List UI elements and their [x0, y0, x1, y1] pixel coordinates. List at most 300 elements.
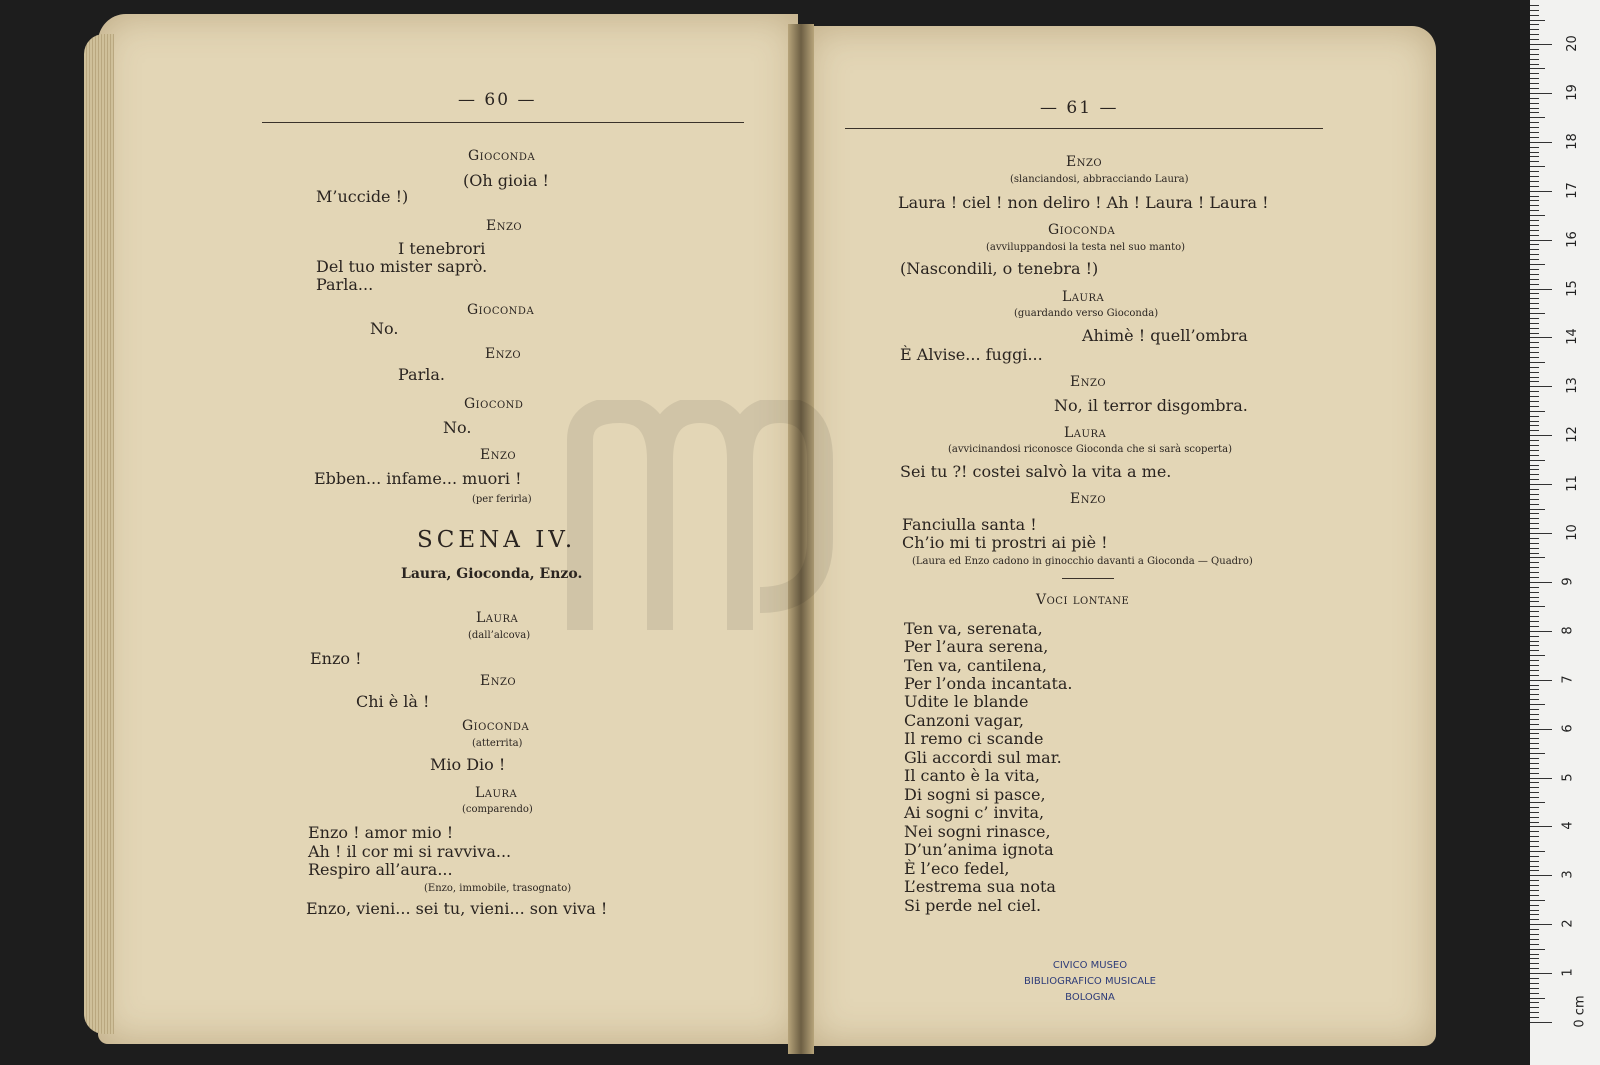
ruler-tick — [1530, 831, 1539, 832]
stage-direction: (Enzo, immobile, trasognato) — [424, 883, 572, 894]
ruler-tick — [1530, 914, 1539, 915]
stamp-line-3: BOLOGNA — [1065, 992, 1115, 1003]
ruler-tick — [1530, 724, 1539, 725]
ruler-tick — [1530, 655, 1545, 656]
verse-line: Udite le blande — [904, 692, 1029, 711]
ruler-tick — [1530, 870, 1539, 871]
ruler-tick — [1530, 983, 1539, 984]
ruler-tick — [1530, 919, 1539, 920]
ruler-tick — [1530, 484, 1552, 485]
ruler-tick — [1530, 729, 1552, 730]
ruler-number: 7 — [1560, 675, 1576, 684]
ruler-number: 6 — [1560, 723, 1576, 733]
ruler-tick — [1530, 421, 1539, 422]
ruler-tick — [1530, 44, 1552, 45]
ruler-tick — [1530, 773, 1539, 774]
verse-line: Del tuo mister saprò. — [316, 257, 488, 276]
ruler-tick — [1530, 631, 1552, 632]
ruler-tick — [1530, 318, 1539, 319]
ruler-tick — [1530, 993, 1539, 994]
ruler-tick — [1530, 210, 1539, 211]
ruler-tick — [1530, 562, 1539, 563]
ruler-tick — [1530, 108, 1539, 109]
ruler-tick — [1530, 430, 1539, 431]
verse-line: È Alvise... fuggi... — [900, 345, 1043, 364]
ruler-tick — [1530, 523, 1539, 524]
verse-line: Per l’aura serena, — [904, 637, 1049, 656]
scene-title: SCENA IV. — [417, 527, 577, 553]
verse-line: Di sogni si pasce, — [904, 785, 1046, 804]
ruler-tick — [1530, 836, 1539, 837]
verse-line: Nei sogni rinasce, — [904, 822, 1051, 841]
ruler-tick — [1530, 905, 1539, 906]
ruler-tick — [1530, 357, 1539, 358]
speaker-name: Laura — [1064, 425, 1107, 441]
right-header-rule — [845, 128, 1323, 129]
ruler-tick — [1530, 1017, 1539, 1018]
ruler-tick — [1530, 856, 1539, 857]
ruler-tick — [1530, 597, 1539, 598]
ruler-tick — [1530, 411, 1545, 412]
ruler-tick — [1530, 675, 1539, 676]
ruler-tick — [1530, 303, 1539, 304]
ruler-tick — [1530, 474, 1539, 475]
verse-line: È l’eco fedel, — [904, 859, 1010, 878]
ruler-tick — [1530, 513, 1539, 514]
ruler-tick — [1530, 719, 1539, 720]
verse-line: Gli accordi sul mar. — [904, 748, 1062, 767]
stage-direction: (per ferirla) — [472, 494, 532, 505]
left-header-rule — [262, 122, 744, 123]
verse-line: M’uccide !) — [316, 187, 409, 206]
ruler-tick — [1530, 249, 1539, 250]
ruler-tick — [1530, 215, 1545, 216]
ruler-number: 10 — [1564, 524, 1580, 541]
ruler-tick — [1530, 10, 1539, 11]
ruler-tick — [1530, 890, 1539, 891]
ruler-tick — [1530, 636, 1539, 637]
ruler-tick — [1530, 328, 1539, 329]
ruler-tick — [1530, 621, 1539, 622]
ruler-tick — [1530, 127, 1539, 128]
ruler-tick — [1530, 103, 1539, 104]
ruler-tick — [1530, 274, 1539, 275]
verse-line: (Nascondili, o tenebra !) — [900, 259, 1099, 278]
verse-line: Ten va, serenata, — [904, 619, 1043, 638]
stage-direction: (dall’alcova) — [468, 630, 531, 641]
stamp-line-1: CIVICO MUSEO — [1052, 960, 1128, 971]
ruler-number: 18 — [1564, 133, 1580, 150]
book-gutter — [788, 24, 814, 1054]
ruler-tick — [1530, 778, 1552, 779]
verse-line: L’estrema sua nota — [904, 877, 1056, 896]
speaker-name: Gioconda — [468, 148, 536, 164]
ruler-tick — [1530, 758, 1539, 759]
ruler-tick — [1530, 753, 1545, 754]
ruler-tick — [1530, 601, 1539, 602]
ruler-tick — [1530, 528, 1539, 529]
speaker-name: Enzo — [1066, 154, 1103, 170]
speaker-name: Gioconda — [467, 302, 535, 318]
speaker-name: Gioconda — [1048, 222, 1116, 238]
stage-direction: (avviluppandosi la testa nel suo manto) — [986, 242, 1186, 253]
ruler-tick — [1530, 939, 1539, 940]
ruler-tick — [1530, 112, 1539, 113]
verse-line: Parla. — [398, 365, 445, 384]
ruler-tick — [1530, 313, 1545, 314]
ruler-tick — [1530, 479, 1539, 480]
ruler-tick — [1530, 59, 1539, 60]
ruler-tick — [1530, 880, 1539, 881]
ruler-tick — [1530, 333, 1539, 334]
ruler-tick — [1530, 367, 1539, 368]
ruler-tick — [1530, 699, 1539, 700]
ruler-number: 1 — [1560, 968, 1576, 977]
ruler-tick — [1530, 323, 1539, 324]
ruler-tick — [1530, 83, 1539, 84]
scene-characters: Laura, Gioconda, Enzo. — [401, 566, 583, 582]
ruler-tick — [1530, 875, 1552, 876]
ruler-tick — [1530, 841, 1539, 842]
ruler-tick — [1530, 352, 1539, 353]
ruler-tick — [1530, 347, 1539, 348]
ruler-tick — [1530, 259, 1539, 260]
ruler-tick — [1530, 5, 1539, 6]
ruler-tick — [1530, 738, 1539, 739]
ruler-tick — [1530, 489, 1539, 490]
ruler-tick — [1530, 949, 1545, 950]
ruler-tick — [1530, 929, 1539, 930]
ruler-tick — [1530, 24, 1539, 25]
ruler-tick — [1530, 196, 1539, 197]
ruler-tick — [1530, 284, 1539, 285]
ruler-number: 8 — [1560, 626, 1576, 635]
ruler-tick — [1530, 680, 1552, 681]
speaker-name: Enzo — [480, 673, 517, 689]
verse-line: Laura ! ciel ! non deliro ! Ah ! Laura ! Laura ! — [898, 193, 1269, 212]
ruler-tick — [1530, 572, 1539, 573]
ruler-tick — [1530, 34, 1539, 35]
ruler-tick — [1530, 64, 1539, 65]
page-edges — [84, 34, 114, 1034]
ruler-tick — [1530, 782, 1539, 783]
ruler-tick — [1530, 797, 1539, 798]
speaker-name: Laura — [475, 785, 518, 801]
stage-direction: (guardando verso Gioconda) — [1014, 308, 1159, 319]
ruler-unit-label: 0 cm — [1572, 995, 1588, 1028]
verse-line: Canzoni vagar, — [904, 711, 1024, 730]
ruler-tick — [1530, 362, 1545, 363]
ruler-tick — [1530, 582, 1552, 583]
ruler-tick — [1530, 670, 1539, 671]
speaker-name: Enzo — [486, 218, 523, 234]
ruler-tick — [1530, 460, 1545, 461]
ruler-tick — [1530, 279, 1539, 280]
ruler-tick — [1530, 98, 1539, 99]
ruler-tick — [1530, 494, 1539, 495]
verse-line: Ah ! il cor mi si ravviva... — [308, 842, 512, 861]
verse-line: Enzo, vieni... sei tu, vieni... son viva ! — [306, 899, 608, 918]
ruler-tick — [1530, 910, 1539, 911]
ruler-tick — [1530, 538, 1539, 539]
ruler-tick — [1530, 93, 1552, 94]
ruler-tick — [1530, 895, 1539, 896]
ruler-tick — [1530, 641, 1539, 642]
speaker-name: Laura — [476, 610, 519, 626]
verse-line: Chi è là ! — [356, 692, 430, 711]
ruler-tick — [1530, 748, 1539, 749]
verse-line: Parla... — [316, 275, 374, 294]
ruler-tick — [1530, 846, 1539, 847]
verse-line: Ebben... infame... muori ! — [314, 469, 522, 488]
ruler-tick — [1530, 191, 1552, 192]
verse-line: No. — [370, 319, 399, 338]
ruler-tick — [1530, 445, 1539, 446]
ruler-tick — [1530, 78, 1539, 79]
ruler-number: 15 — [1564, 279, 1580, 297]
ruler-tick — [1530, 792, 1539, 793]
verse-line: Ten va, cantilena, — [904, 656, 1047, 675]
ruler-tick — [1530, 694, 1539, 695]
ruler-tick — [1530, 567, 1539, 568]
ruler-tick — [1530, 29, 1539, 30]
ruler-number: 17 — [1564, 181, 1580, 199]
speaker-name: Voci lontane — [1036, 592, 1130, 608]
ruler-tick — [1530, 171, 1539, 172]
ruler-tick — [1530, 807, 1539, 808]
ruler-tick — [1530, 176, 1539, 177]
ruler-tick — [1530, 396, 1539, 397]
ruler-tick — [1530, 181, 1539, 182]
ruler-tick — [1530, 381, 1539, 382]
ruler-tick — [1530, 851, 1545, 852]
ruler-tick — [1530, 244, 1539, 245]
ruler-tick — [1530, 743, 1539, 744]
ruler-tick — [1530, 954, 1539, 955]
verse-line: Enzo ! — [310, 649, 362, 668]
verse-line: Il canto è la vita, — [904, 766, 1040, 785]
ruler-tick — [1530, 606, 1545, 607]
ruler-tick — [1530, 988, 1539, 989]
speaker-name: Gioconda — [462, 718, 530, 734]
ruler-tick — [1530, 386, 1552, 387]
ruler-tick — [1530, 54, 1539, 55]
ruler-tick — [1530, 592, 1539, 593]
ruler-number: 16 — [1564, 230, 1580, 248]
ruler-tick — [1530, 1012, 1539, 1013]
ruler-tick — [1530, 998, 1545, 999]
ruler-tick — [1530, 543, 1539, 544]
ruler-tick — [1530, 577, 1539, 578]
ruler-tick — [1530, 235, 1539, 236]
ruler-tick — [1530, 240, 1552, 241]
ruler-tick — [1530, 689, 1539, 690]
ruler-tick — [1530, 391, 1539, 392]
ruler-tick — [1530, 978, 1539, 979]
ruler-number: 12 — [1564, 426, 1580, 443]
ruler-tick — [1530, 924, 1552, 925]
ruler-number: 13 — [1564, 377, 1580, 395]
ruler-number: 2 — [1560, 919, 1576, 928]
ruler-tick — [1530, 548, 1539, 549]
ruler-tick — [1530, 826, 1552, 827]
ruler-tick — [1530, 866, 1539, 867]
stamp-line-2: BIBLIOGRAFICO MUSICALE — [1024, 976, 1156, 987]
speaker-name: Enzo — [480, 447, 517, 463]
ruler-tick — [1530, 15, 1539, 16]
stage-direction: (Laura ed Enzo cadono in ginocchio davanti a Gioconda — Quadro) — [912, 556, 1253, 567]
verse-line: Per l’onda incantata. — [904, 674, 1073, 693]
ruler-number: 5 — [1560, 772, 1576, 782]
ruler-tick — [1530, 269, 1539, 270]
stage-direction: (comparendo) — [462, 804, 533, 815]
ruler-tick — [1530, 435, 1552, 436]
stage-direction: (slanciandosi, abbracciando Laura) — [1010, 174, 1189, 185]
ruler-tick — [1530, 455, 1539, 456]
ruler-tick — [1530, 944, 1539, 945]
ruler-tick — [1530, 665, 1539, 666]
stage-direction: (atterrita) — [472, 738, 523, 749]
ruler-tick — [1530, 205, 1539, 206]
verse-line: Si perde nel ciel. — [904, 896, 1042, 915]
verse-line: Enzo ! amor mio ! — [308, 823, 454, 842]
ruler-tick — [1530, 73, 1539, 74]
speaker-name: Giocond — [464, 396, 524, 412]
ruler-tick — [1530, 156, 1539, 157]
ruler-tick — [1530, 254, 1539, 255]
ruler-tick — [1530, 553, 1539, 554]
ruler-number: 20 — [1564, 35, 1580, 52]
library-stamp — [1020, 958, 1160, 1006]
ruler-tick — [1530, 450, 1539, 451]
ruler-tick — [1530, 817, 1539, 818]
ruler-tick — [1530, 1007, 1539, 1008]
ruler-tick — [1530, 787, 1539, 788]
ruler-tick — [1530, 660, 1539, 661]
ruler-tick — [1530, 161, 1539, 162]
ruler-tick — [1530, 587, 1539, 588]
ruler-tick — [1530, 885, 1539, 886]
ruler-tick — [1530, 337, 1552, 338]
ruler-tick — [1530, 934, 1539, 935]
ruler-tick — [1530, 147, 1539, 148]
ruler-tick — [1530, 704, 1545, 705]
ruler-tick — [1530, 709, 1539, 710]
ruler-number: 4 — [1560, 821, 1576, 831]
measuring-ruler — [1530, 0, 1600, 1065]
ruler-tick — [1530, 298, 1539, 299]
ruler-tick — [1530, 425, 1539, 426]
section-divider — [1062, 578, 1114, 579]
speaker-name: Laura — [1062, 289, 1105, 305]
ruler-tick — [1530, 650, 1539, 651]
ruler-tick — [1530, 465, 1539, 466]
verse-line: Mio Dio ! — [430, 755, 506, 774]
speaker-name: Enzo — [1070, 374, 1107, 390]
ruler-tick — [1530, 264, 1545, 265]
ruler-tick — [1530, 822, 1539, 823]
verse-line: Respiro all’aura... — [308, 860, 453, 879]
ruler-tick — [1530, 342, 1539, 343]
ruler-tick — [1530, 973, 1552, 974]
stage-direction: (avvicinandosi riconosce Gioconda che si sarà scoperta) — [948, 444, 1233, 455]
ruler-tick — [1530, 416, 1539, 417]
ruler-number: 9 — [1560, 577, 1576, 586]
verse-line: No. — [443, 418, 472, 437]
verse-line: Fanciulla santa ! — [902, 515, 1037, 534]
ruler-number: 3 — [1560, 870, 1576, 879]
ruler-tick — [1530, 200, 1539, 201]
ruler-tick — [1530, 39, 1539, 40]
ruler-tick — [1530, 225, 1539, 226]
ruler-tick — [1530, 377, 1539, 378]
ruler-tick — [1530, 626, 1539, 627]
speaker-name: Enzo — [485, 346, 522, 362]
verse-line: Sei tu ?! costei salvò la vita a me. — [900, 462, 1172, 481]
verse-line: No, il terror disgombra. — [1054, 396, 1248, 415]
ruler-tick — [1530, 137, 1539, 138]
ruler-tick — [1530, 406, 1539, 407]
ruler-tick — [1530, 49, 1539, 50]
ruler-tick — [1530, 958, 1539, 959]
right-folio: — 61 — — [1040, 98, 1119, 118]
ruler-tick — [1530, 88, 1539, 89]
ruler-number: 14 — [1564, 328, 1580, 346]
ruler-tick — [1530, 616, 1539, 617]
ruler-tick — [1530, 469, 1539, 470]
verse-line: Il remo ci scande — [904, 729, 1044, 748]
ruler-tick — [1530, 504, 1539, 505]
ruler-tick — [1530, 733, 1539, 734]
ruler-tick — [1530, 645, 1539, 646]
ruler-tick — [1530, 963, 1539, 964]
verse-line: D’un’anima ignota — [904, 840, 1054, 859]
ruler-tick — [1530, 557, 1545, 558]
ruler-tick — [1530, 768, 1539, 769]
ruler-tick — [1530, 401, 1539, 402]
ruler-tick — [1530, 499, 1539, 500]
ruler-tick — [1530, 220, 1539, 221]
ruler-tick — [1530, 900, 1545, 901]
ruler-tick — [1530, 611, 1539, 612]
ruler-tick — [1530, 68, 1545, 69]
ruler-tick — [1530, 293, 1539, 294]
ruler-tick — [1530, 861, 1539, 862]
ruler-tick — [1530, 533, 1552, 534]
ruler-tick — [1530, 518, 1539, 519]
ruler-tick — [1530, 1022, 1552, 1023]
ruler-tick — [1530, 142, 1552, 143]
verse-line: Ch’io mi ti prostri ai piè ! — [902, 533, 1108, 552]
ruler-tick — [1530, 186, 1539, 187]
verse-line: I tenebrori — [398, 239, 486, 258]
ruler-tick — [1530, 20, 1545, 21]
ruler-tick — [1530, 763, 1539, 764]
ruler-tick — [1530, 122, 1539, 123]
ruler-tick — [1530, 714, 1539, 715]
verse-line: Ahimè ! quell’ombra — [1082, 326, 1248, 345]
ruler-tick — [1530, 166, 1545, 167]
left-folio: — 60 — — [458, 90, 537, 110]
ruler-number: 11 — [1564, 475, 1580, 492]
ruler-tick — [1530, 308, 1539, 309]
ruler-tick — [1530, 230, 1539, 231]
ruler-tick — [1530, 802, 1545, 803]
ruler-tick — [1530, 372, 1539, 373]
ruler-tick — [1530, 968, 1539, 969]
ruler-tick — [1530, 117, 1545, 118]
ruler-tick — [1530, 509, 1545, 510]
